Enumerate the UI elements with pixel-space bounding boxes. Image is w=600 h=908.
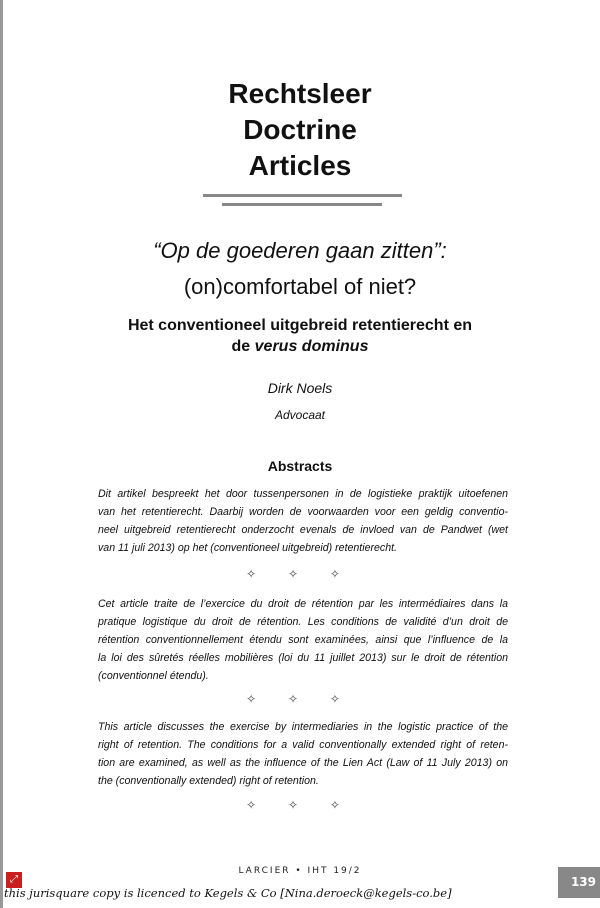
jurisquare-logo-icon: ⤢ <box>6 872 22 888</box>
text-line: rétention conventionnellement étendu sont examinées, ainsi que l’influence de la <box>98 634 508 646</box>
subtitle-line2 <box>0 336 600 357</box>
subtitle-text: de <box>231 338 255 355</box>
article-title-line1: “Op de goederen gaan zitten”: <box>153 238 447 263</box>
separator-stars: ✧ ✧ ✧ <box>246 692 354 706</box>
text-line: right of retention. The conditions for a valid conventionally extended right of reten- <box>98 739 508 751</box>
text-line: the (conventionally extended) right of retention. <box>98 775 319 787</box>
article-title-line2: (on)comfortabel of niet? <box>183 274 417 299</box>
article-title <box>0 233 600 305</box>
text-line: (conventionnel étendu). <box>98 670 209 682</box>
text-line: van 11 juli 2013) op het (conventioneel uitgebreid) retentierecht. <box>98 542 397 554</box>
text-line: tion are examined, as well as the influence of the Lien Act (Law of 11 July 2013) on <box>98 757 508 769</box>
title-line: Rechtsleer <box>228 78 372 109</box>
abstract-nl <box>98 485 508 557</box>
subtitle-emphasis: verus dominus <box>254 338 369 355</box>
abstract-fr <box>98 595 508 685</box>
licence-notice: this jurisquare copy is licenced to Kegels & Co [Nina.deroeck@kegels-co.be] <box>4 886 452 900</box>
text-line: la loi des sûretés réelles mobilières (loi du 11 juillet 2013) sur le droit de rétention <box>98 652 508 664</box>
author-role: Advocaat <box>274 408 326 422</box>
text-line: Cet article traite de l’exercice du droit de rétention par les intermédiaires dans la <box>98 598 508 610</box>
title-line: Doctrine <box>243 114 357 145</box>
text-line: pratique logistique du droit de rétention. Les conditions de validité d’un droit de <box>98 616 508 628</box>
text-line: Dit artikel bespreekt het door tussenpersonen in de logistieke praktijk uitoefenen <box>98 488 508 500</box>
section-title <box>0 76 600 184</box>
article-subtitle <box>0 315 600 357</box>
separator-stars: ✧ ✧ ✧ <box>246 798 354 812</box>
title-line: Articles <box>248 150 352 181</box>
author-name: Dirk Noels <box>267 380 333 396</box>
journal-footer: LARCIER • IHT 19/2 <box>238 866 362 876</box>
text-line: This article discusses the exercise by intermediaries in the logistic practice of the <box>98 721 508 733</box>
text-line: neel uitgebreid retentierecht onderzocht evenals de invloed van de Pandwet (wet <box>98 524 508 536</box>
text-line: van het retentierecht. Daarbij worden de voorwaarden voor een geldig conventio- <box>98 506 508 518</box>
page-number: 139 <box>558 867 600 898</box>
separator-stars: ✧ ✧ ✧ <box>246 567 354 581</box>
title-rule-lower <box>222 203 382 206</box>
subtitle-line1: Het conventioneel uitgebreid retentierecht en <box>127 317 473 334</box>
title-rule-upper <box>203 194 402 197</box>
abstract-en <box>98 718 508 790</box>
abstracts-heading: Abstracts <box>267 458 333 474</box>
